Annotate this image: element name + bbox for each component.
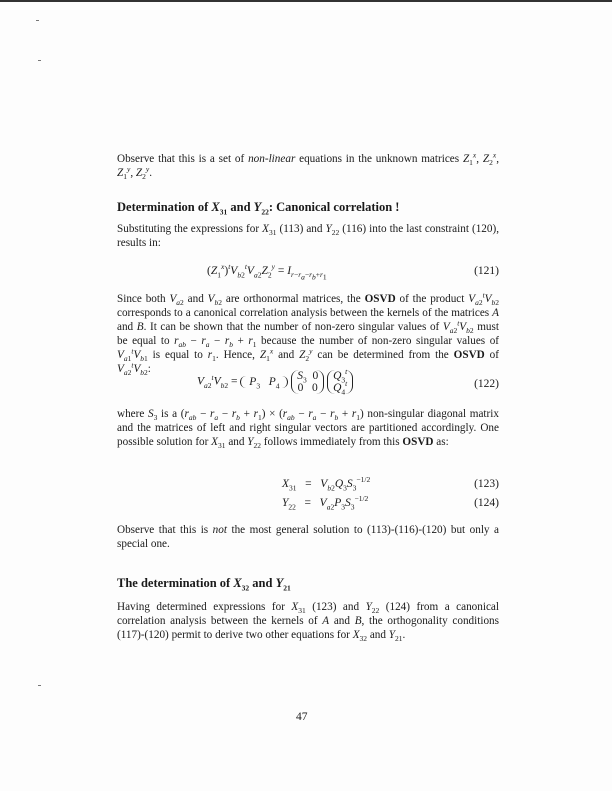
paragraph-where-s3: where $S_3$ is a $(r_{ab} - r_a - r_b + r_1) \times (r_{ab} - r_a - r_b + r_1)$ non-singular diagonal matrix and the matrices of left and right singular vectors are partitioned accordingly. One possible solution for $X_{31}$ and $Y_{22}$ follows immediately from this OSVD as: [117, 408, 499, 451]
equation-body: $X_{31} = V_{b2}Q_3S_3^{-1/2}$ [282, 475, 371, 493]
paragraph-substituting: Substituting the expressions for $X_{31}$ (113) and $Y_{22}$ (116) into the last constraint (120), results in: [117, 223, 500, 249]
section-heading-x32-y21: The determination of $X_{32}$ and $Y_{21}$ [117, 576, 291, 593]
paragraph-osvd: Since both $V_{a2}$ and $V_{b2}$ are orthonormal matrices, the OSVD of the product $V_{a2}^tV_{b2}$ corresponds to a canonical correlation analysis between the kernels of the matrices A and B. It can be shown that the number of non-zero singular values of $V_{a2}^tV_{b2}$ must be equal to $r_{ab} - r_a - r_b + r_1$ because the number of non-zero singular values of $V_{a1}^tV_{b1}$ is equal to $r_1$. Hence, $Z_1^x$ and $Z_2^y$ can be determined from the OSVD of $V_{a2}^tV_{b2}$: [117, 290, 500, 378]
equation-121 [117, 262, 499, 282]
section-heading-canonical-correlation: Determination of $X_{31}$ and $Y_{22}$: Canonical correlation ! [117, 200, 400, 217]
equation-body: $Y_{22} = V_{a2}P_3S_3^{-1/2}$ [282, 494, 369, 512]
equation-number: (124) [474, 497, 499, 509]
equation-122 [117, 367, 499, 400]
page-number: 47 [296, 711, 308, 723]
paragraph-nonlinear: Observe that this is a set of non-linear equations in the unknown matrices $Z_1^x$, $Z_2^x$, $Z_1^y$, $Z_2^y$. [117, 150, 499, 182]
equation-body: $V_{a2}^tV_{b2} = P_3$ $P_4$ $S_3$ 0 0 0 $Q_3^t$ $Q_4^t$ [197, 370, 353, 394]
equation-123 [117, 475, 499, 494]
scan-speck [36, 20, 39, 21]
paragraph-not-general: Observe that this is not the most general solution to (113)-(116)-(120) but only a special one. [117, 524, 499, 550]
paragraph-having-determined: Having determined expressions for $X_{31}$ (123) and $Y_{22}$ (124) from a canonical correlation analysis between the kernels of A and B, the orthogonality conditions (117)-(120) permit to derive two other equations for $X_{32}$ and $Y_{21}$. [117, 601, 499, 644]
equation-number: (122) [474, 378, 499, 390]
equation-number: (123) [474, 478, 499, 490]
equation-body: $(Z_1^x)^tV_{b2}^tV_{a2}Z_2^y = I_{r-r_a-r_b+r_1}$ [207, 262, 327, 282]
equation-124 [117, 494, 499, 513]
scan-speck [38, 685, 41, 686]
scan-border [0, 0, 612, 2]
equation-number: (121) [474, 265, 499, 277]
scan-speck [38, 60, 41, 61]
